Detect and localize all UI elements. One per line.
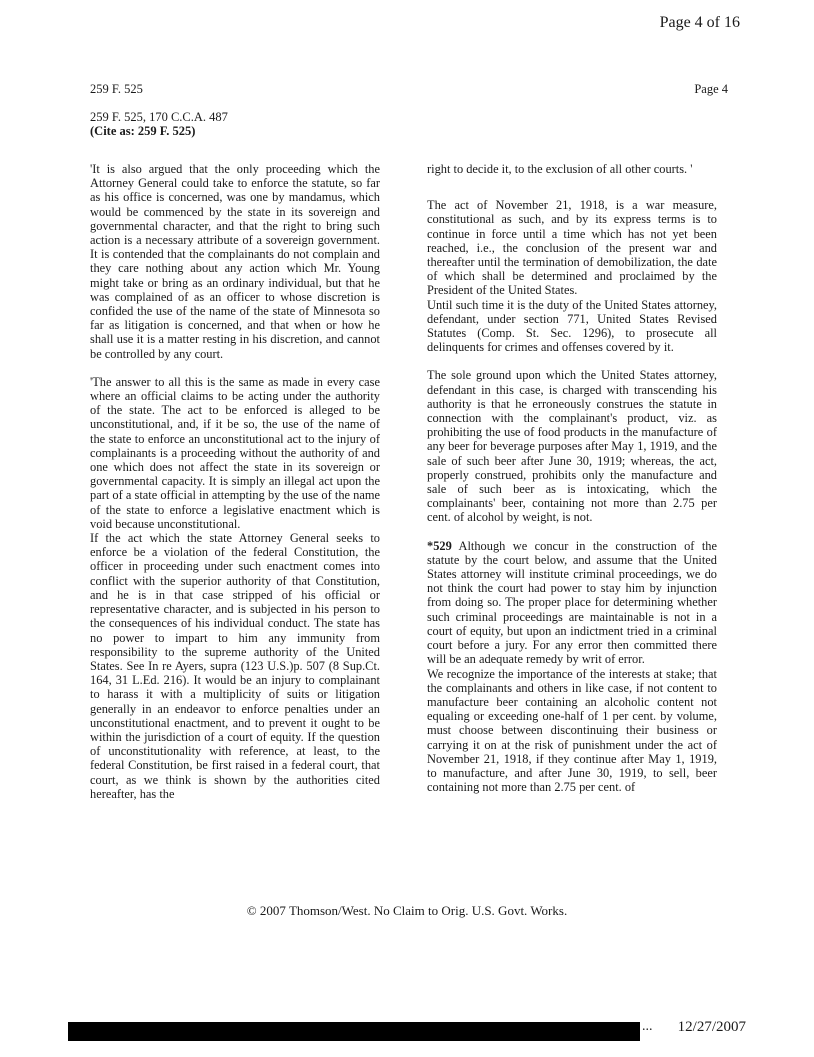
copyright-footer: © 2007 Thomson/West. No Claim to Orig. U.S. Govt. Works. — [246, 903, 568, 918]
right-paragraph-1: right to decide it, to the exclusion of all other courts. ' — [427, 162, 693, 176]
redaction-bar — [68, 1022, 640, 1041]
right-paragraph-4: The sole ground upon which the United States attorney, defendant in this case, is charged with transcending his authority is that he erroneously construes the statute in connection with the complainant's product, viz. as prohibiting the use of food products in the manufacture of any beer for beverage purposes after May 1, 1919, and the sale of such beer after June 30, 1919; whereas, the act, properly construed, prohibits only the manufacture and sale of such beer as is intoxicating, which the complainants' beer, containing not more than 2.75 per cent. of alcohol by weight, is not. — [427, 368, 717, 525]
right-paragraph-5-text: Although we concur in the construction of the statute by the court below, and assume that the United States attorney will institute criminal proceedings, we do not think the court had power to stay him by injunction from doing so. The proper place for determining whether such criminal proceedings are maintainable is not in a court of equity, but upon an indictment tried in a criminal court before a jury. For any error then committed there will be an adequate remedy by writ of error. — [427, 538, 717, 667]
cite-as: (Cite as: 259 F. 525) — [90, 124, 196, 138]
page-counter: Page 4 of 16 — [659, 14, 740, 31]
page-label: Page 4 — [694, 82, 728, 96]
citation-short: 259 F. 525 — [90, 82, 143, 96]
left-paragraph-1: 'It is also argued that the only proceeding which the Attorney General could take to enforce the statute, so far as his office is concerned, was one by mandamus, which would be commenced by the state in its sovereign and governmental character, and that the right to bring such action is a necessary attribute of a sovereign government. It is contended that the complainants do not complain and they care nothing about any action which Mr. Young might take or bring as an ordinary individual, but that he was complained of as an officer to whose discretion is confided the use of the name of the state of Minnesota so far as litigation is concerned, and that when or how he shall use it is a matter resting in his discretion, and cannot be controlled by any court. — [90, 162, 380, 361]
right-paragraph-6: We recognize the importance of the interests at stake; that the complainants and others in like case, if not content to manufacture beer containing an alcoholic content not equaling or exceeding one-half of 1 per cent. by volume, must choose between discontinuing their business or carrying it on at the risk of punishment under the act of November 21, 1918, if they continue after May 1, 1919, to manufacture, and after June 30, 1919, to sell, beer containing not more than 2.75 per cent. of — [427, 666, 717, 795]
print-date: 12/27/2007 — [677, 1019, 746, 1035]
right-paragraph-5 — [427, 539, 717, 667]
left-text-column — [90, 162, 380, 801]
left-paragraph-3: If the act which the state Attorney General seeks to enforce be a violation of the federal Constitution, the officer in proceeding under such enactment comes into conflict with the superior authority of that Constitution, and he is in that case stripped of his official or representative character, and is subjected in his person to the consequences of his individual conduct. The state has no power to impart to him any immunity from responsibility to the supreme authority of the United States. See In re Ayers, supra (123 U.S.)p. 507 (8 Sup.Ct. 164, 31 L.Ed. 216). It would be an injury to complainant to harass it with a multiplicity of suits or litigation generally in an endeavor to enforce penalties under an unconstitutional enactment, and to prevent it ought to be within the jurisdiction of a court of equity. If the question of unconstitutionality with reference, at least, to the federal Constitution, be first raised in a federal court, that court, as we think is shown by the authorities cited hereafter, has the — [90, 531, 380, 801]
right-text-column — [427, 162, 717, 794]
left-paragraph-2: 'The answer to all this is the same as made in every case where an official claims to be acting under the authority of the state. The act to be enforced is alleged to be unconstitutional, and, if it be so, the use of the name of the state to enforce an unconstitutional act to the injury of complainants is a proceeding without the authority of and one which does not affect the state in its sovereign or governmental capacity. It is simply an illegal act upon the part of a state official in attempting by the use of the name of the state to enforce a legislative enactment which is void because unconstitutional. — [90, 374, 380, 531]
star-page-marker: *529 — [427, 538, 452, 553]
citation-full: 259 F. 525, 170 C.C.A. 487 — [90, 110, 228, 124]
right-paragraph-2: The act of November 21, 1918, is a war measure, constitutional as such, and by its express terms is to continue in force until a time which has not yet been reached, i.e., the conclusion of the present war and thereafter until the termination of demobilization, the date of which shall be determined and proclaimed by the President of the United States. — [427, 198, 717, 298]
print-ellipsis: ... — [642, 1019, 653, 1034]
right-paragraph-3: Until such time it is the duty of the United States attorney, defendant, under section 771, United States Revised Statutes (Comp. St. Sec. 1296), to prosecute all delinquents for crimes and offenses covered by it. — [427, 297, 717, 355]
